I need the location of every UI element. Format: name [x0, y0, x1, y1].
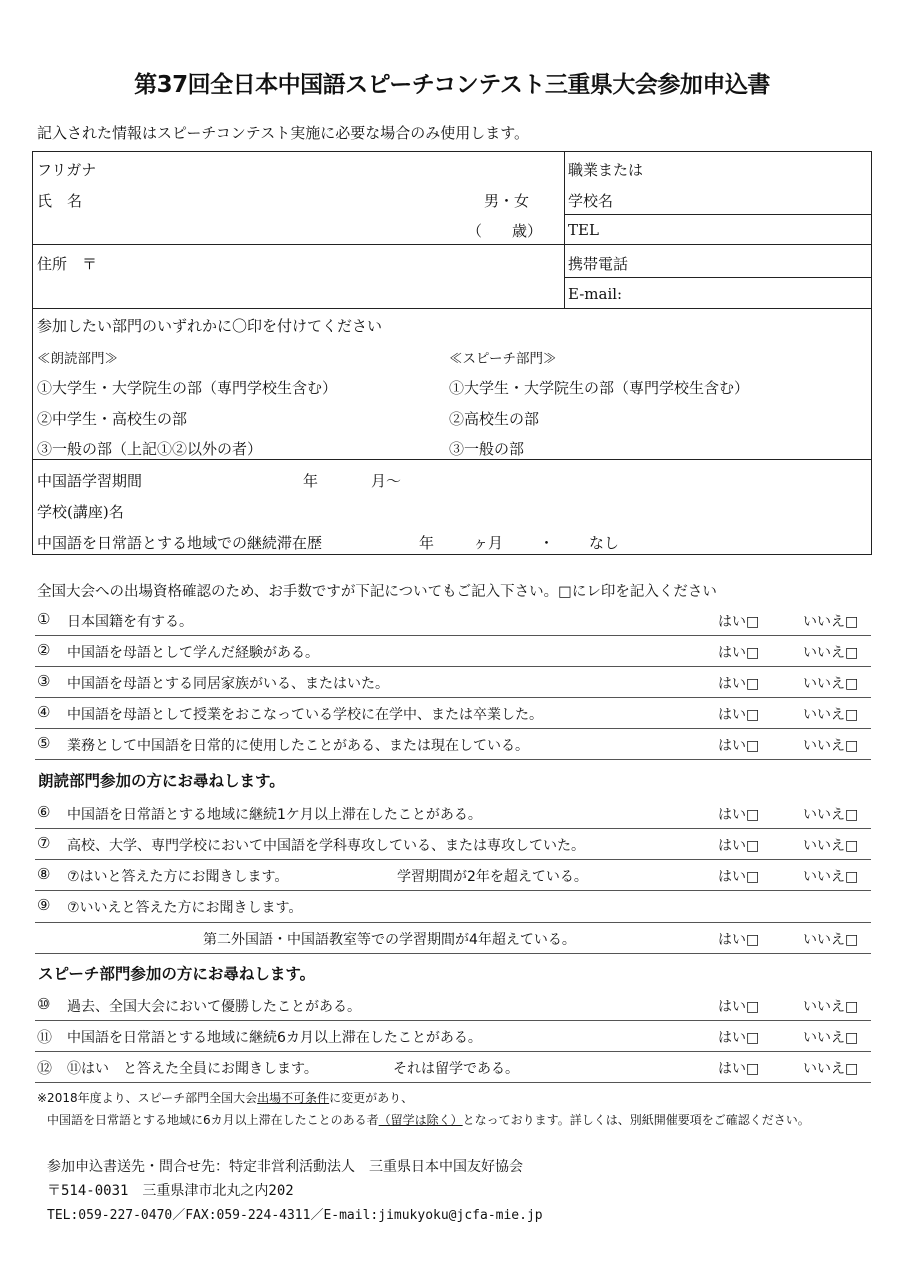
- no-checkbox[interactable]: いいえ□: [803, 676, 859, 692]
- address-label[interactable]: 住所 〒: [37, 255, 98, 273]
- residence-separator: ・: [539, 534, 555, 552]
- question-text: 中国語を母語として授業をおこなっている学校に在学中、または卒業した。: [67, 707, 543, 723]
- rule-change-note: ※2018年度より、スピーチ部門全国大会出場不可条件に変更があり、: [37, 1091, 414, 1105]
- questions-intro: 全国大会への出場資格確認のため、お手数ですが下記についてもご記入下さい。□にレ印を記入ください: [37, 584, 717, 600]
- question-number: ⑨: [37, 896, 51, 914]
- question-row: [35, 606, 871, 636]
- speech-division-heading: ≪スピーチ部門≫: [449, 351, 557, 367]
- yes-checkbox[interactable]: はい□: [718, 869, 760, 885]
- question-row: [35, 1053, 871, 1083]
- study-year-label: 年: [303, 472, 319, 490]
- question-number: ①: [37, 610, 51, 628]
- residence-none-label[interactable]: なし: [589, 534, 620, 552]
- no-checkbox[interactable]: いいえ□: [803, 645, 859, 661]
- application-form: [32, 151, 872, 555]
- question-text: ⑦はいと答えた方にお聞きします。: [67, 869, 289, 885]
- privacy-notice: 記入された情報はスピーチコンテスト実施に必要な場合のみ使用します。: [37, 124, 530, 142]
- study-period-label[interactable]: 中国語学習期間: [37, 472, 143, 490]
- furigana-label: フリガナ: [37, 161, 97, 179]
- question-text: 中国語を日常語とする地域に継続6カ月以上滞在したことがある。: [67, 1030, 482, 1046]
- no-checkbox[interactable]: いいえ□: [803, 738, 859, 754]
- question-row: [35, 637, 871, 667]
- yes-checkbox[interactable]: はい□: [718, 999, 760, 1015]
- question-text: 過去、全国大会において優勝したことがある。: [67, 999, 361, 1015]
- no-checkbox[interactable]: いいえ□: [803, 807, 859, 823]
- question-text: 日本国籍を有する。: [67, 614, 193, 630]
- question-row: [35, 861, 871, 891]
- yes-checkbox[interactable]: はい□: [718, 707, 760, 723]
- email-label[interactable]: E-mail:: [568, 285, 623, 303]
- contact-organization: 参加申込書送先・問合せ先：特定非営利活動法人 三重県日本中国友好協会: [47, 1159, 523, 1175]
- question-number: ③: [37, 672, 51, 690]
- question-text: 高校、大学、専門学校において中国語を学科専攻している、または専攻していた。: [67, 838, 585, 854]
- no-checkbox[interactable]: いいえ□: [803, 1030, 859, 1046]
- reading-option-highschool[interactable]: ②中学生・高校生の部: [37, 410, 188, 428]
- page-title: 第37回全日本中国語スピーチコンテスト三重県大会参加申込書: [134, 72, 770, 98]
- yes-checkbox[interactable]: はい□: [718, 838, 760, 854]
- gender-label[interactable]: 男・女: [484, 192, 530, 210]
- question-detail: 第二外国語・中国語教室等での学習期間が4年超えている。: [203, 932, 576, 948]
- question-detail: それは留学である。: [393, 1061, 519, 1077]
- question-row: [35, 892, 871, 954]
- question-row: [35, 991, 871, 1021]
- question-text: 中国語を母語とする同居家族がいる、またはいた。: [67, 676, 389, 692]
- residence-year-label: 年: [419, 534, 435, 552]
- question-number: ⑪: [37, 1028, 53, 1046]
- occupation-label: 職業または: [568, 161, 644, 179]
- study-month-label: 月～: [371, 472, 402, 490]
- reading-option-university[interactable]: ①大学生・大学院生の部（専門学校生含む）: [37, 379, 338, 397]
- reading-division-heading: ≪朗読部門≫: [37, 351, 118, 367]
- no-checkbox[interactable]: いいえ□: [803, 1061, 859, 1077]
- mobile-label[interactable]: 携帯電話: [568, 255, 629, 273]
- question-row: [35, 830, 871, 860]
- age-label[interactable]: （ 歳）: [467, 222, 543, 240]
- tel-label[interactable]: TEL: [568, 221, 599, 239]
- no-checkbox[interactable]: いいえ□: [803, 932, 859, 948]
- question-number: ⑤: [37, 734, 51, 752]
- question-number: ⑥: [37, 803, 51, 821]
- question-row: [35, 799, 871, 829]
- school-name-label[interactable]: 学校名: [568, 192, 614, 210]
- contact-address: 〒514-0031 三重県津市北丸之内202: [47, 1183, 294, 1199]
- question-text: 業務として中国語を日常的に使用したことがある、または現在している。: [67, 738, 529, 754]
- yes-checkbox[interactable]: はい□: [718, 738, 760, 754]
- question-text: 中国語を日常語とする地域に継続1ケ月以上滞在したことがある。: [67, 807, 482, 823]
- question-number: ⑦: [37, 834, 51, 852]
- yes-checkbox[interactable]: はい□: [718, 1030, 760, 1046]
- question-row: [35, 668, 871, 698]
- question-text: 中国語を母語として学んだ経験がある。: [67, 645, 319, 661]
- question-row: [35, 699, 871, 729]
- question-number: ⑩: [37, 995, 51, 1013]
- speech-option-general[interactable]: ③一般の部: [449, 440, 525, 458]
- reading-section-heading: 朗読部門参加の方にお尋ねします。: [38, 772, 285, 790]
- question-number: ⑧: [37, 865, 51, 883]
- speech-option-highschool[interactable]: ②高校生の部: [449, 410, 540, 428]
- question-row: [35, 730, 871, 760]
- division-prompt: 参加したい部門のいずれかに〇印を付けてください: [37, 317, 383, 335]
- contact-phone-email: TEL:059-227-0470／FAX:059-224-4311／E-mail:jimukyoku@jcfa-mie.jp: [47, 1208, 543, 1223]
- school-course-label[interactable]: 学校(講座)名: [37, 503, 124, 521]
- no-checkbox[interactable]: いいえ□: [803, 869, 859, 885]
- yes-checkbox[interactable]: はい□: [718, 932, 760, 948]
- question-text: ⑪はい と答えた全員にお聞きします。: [67, 1061, 318, 1077]
- speech-option-university[interactable]: ①大学生・大学院生の部（専門学校生含む）: [449, 379, 750, 397]
- question-number: ④: [37, 703, 51, 721]
- question-detail: 学習期間が2年を超えている。: [397, 869, 588, 885]
- no-checkbox[interactable]: いいえ□: [803, 999, 859, 1015]
- yes-checkbox[interactable]: はい□: [718, 614, 760, 630]
- residence-month-label: ヶ月: [473, 534, 504, 552]
- speech-section-heading: スピーチ部門参加の方にお尋ねします。: [38, 965, 316, 983]
- yes-checkbox[interactable]: はい□: [718, 676, 760, 692]
- yes-checkbox[interactable]: はい□: [718, 645, 760, 661]
- name-label[interactable]: 氏 名: [37, 192, 83, 210]
- question-text: ⑦いいえと答えた方にお聞きします。: [67, 900, 303, 916]
- question-number: ⑫: [37, 1059, 53, 1077]
- no-checkbox[interactable]: いいえ□: [803, 838, 859, 854]
- yes-checkbox[interactable]: はい□: [718, 807, 760, 823]
- question-number: ②: [37, 641, 51, 659]
- no-checkbox[interactable]: いいえ□: [803, 614, 859, 630]
- rule-change-detail: 中国語を日常語とする地域に6カ月以上滞在したことのある者（留学は除く）となっております。詳しくは、別紙開催要項をご確認ください。: [47, 1113, 810, 1127]
- question-row: [35, 1022, 871, 1052]
- yes-checkbox[interactable]: はい□: [718, 1061, 760, 1077]
- reading-option-general[interactable]: ③一般の部（上記①②以外の者）: [37, 440, 263, 458]
- residence-history-label[interactable]: 中国語を日常語とする地域での継続滞在歴: [37, 534, 323, 552]
- no-checkbox[interactable]: いいえ□: [803, 707, 859, 723]
